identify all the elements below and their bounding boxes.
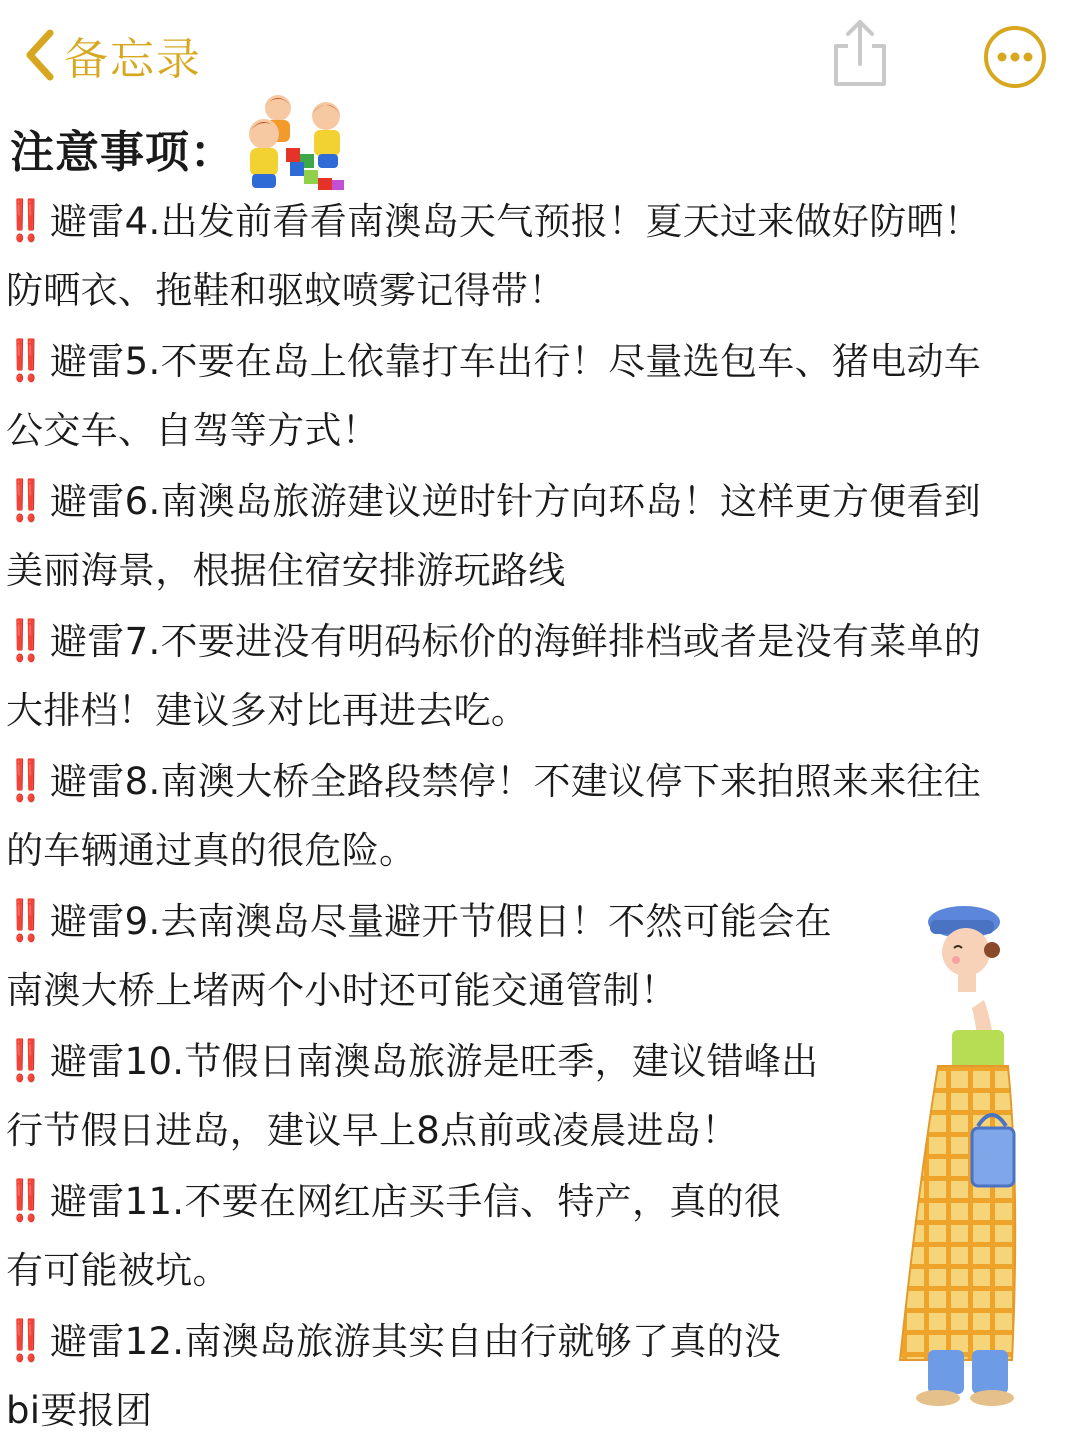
double-exclamation-icon: ‼️ xyxy=(6,338,46,384)
note-line xyxy=(6,606,1078,676)
double-exclamation-icon: ‼️ xyxy=(6,1178,46,1224)
double-exclamation-icon: ‼️ xyxy=(6,198,46,244)
note-line-text: 防晒衣、拖鞋和驱蚊喷雾记得带！ xyxy=(6,269,566,312)
share-icon xyxy=(828,16,892,90)
note-line-text: bi要报团 xyxy=(6,1389,153,1432)
note-line xyxy=(6,396,1078,466)
note-line-text: 的车辆通过真的很危险。 xyxy=(6,829,417,872)
chevron-left-icon xyxy=(22,27,56,83)
note-line xyxy=(6,536,1078,606)
more-button[interactable] xyxy=(982,24,1048,90)
back-label: 备忘录 xyxy=(64,34,202,85)
note-line-text: 公交车、自驾等方式！ xyxy=(6,409,379,452)
note-line xyxy=(6,746,1078,816)
note-line-text: 避雷7.不要进没有明码标价的海鲜排档或者是没有菜单的 xyxy=(50,620,982,663)
kids-playing-illustration xyxy=(238,90,358,196)
note-line-text: 美丽海景，根据住宿安排游玩路线 xyxy=(6,549,566,592)
woman-plaid-dress-illustration xyxy=(880,890,1080,1420)
share-button[interactable] xyxy=(828,16,892,90)
note-line xyxy=(6,466,1078,536)
note-line-text: 避雷5.不要在岛上依靠打车出行！尽量选包车、猪电动车 xyxy=(50,340,982,383)
note-line-text: 有可能被坑。 xyxy=(6,1249,230,1292)
note-line-text: 避雷12.南澳岛旅游其实自由行就够了真的没 xyxy=(50,1320,782,1363)
note-line-text: 大排档！建议多对比再进去吃。 xyxy=(6,689,529,732)
note-line xyxy=(6,256,1078,326)
note-line xyxy=(6,816,1078,886)
note-line-text: 避雷8.南澳大桥全路段禁停！不建议停下来拍照来来往往 xyxy=(50,760,982,803)
more-icon xyxy=(982,24,1048,90)
note-line-text: 避雷9.去南澳岛尽量避开节假日！不然可能会在 xyxy=(50,900,832,943)
note-title: 注意事项： xyxy=(10,127,235,178)
double-exclamation-icon: ‼️ xyxy=(6,1318,46,1364)
double-exclamation-icon: ‼️ xyxy=(6,478,46,524)
navigation-bar xyxy=(0,0,1080,110)
double-exclamation-icon: ‼️ xyxy=(6,618,46,664)
note-line-text: 避雷10.节假日南澳岛旅游是旺季，建议错峰出 xyxy=(50,1040,819,1083)
double-exclamation-icon: ‼️ xyxy=(6,898,46,944)
note-line xyxy=(6,676,1078,746)
note-line-text: 行节假日进岛，建议早上8点前或凌晨进岛！ xyxy=(6,1109,739,1152)
double-exclamation-icon: ‼️ xyxy=(6,1038,46,1084)
double-exclamation-icon: ‼️ xyxy=(6,758,46,804)
note-line xyxy=(6,186,1078,256)
note-line-text: 南澳大桥上堵两个小时还可能交通管制！ xyxy=(6,969,678,1012)
back-button[interactable] xyxy=(22,22,202,88)
note-line-text: 避雷4.出发前看看南澳岛天气预报！夏天过来做好防晒！ xyxy=(50,200,982,243)
note-line-text: 避雷6.南澳岛旅游建议逆时针方向环岛！这样更方便看到 xyxy=(50,480,982,523)
note-line xyxy=(6,326,1078,396)
note-line-text: 避雷11.不要在网红店买手信、特产，真的很 xyxy=(50,1180,782,1223)
